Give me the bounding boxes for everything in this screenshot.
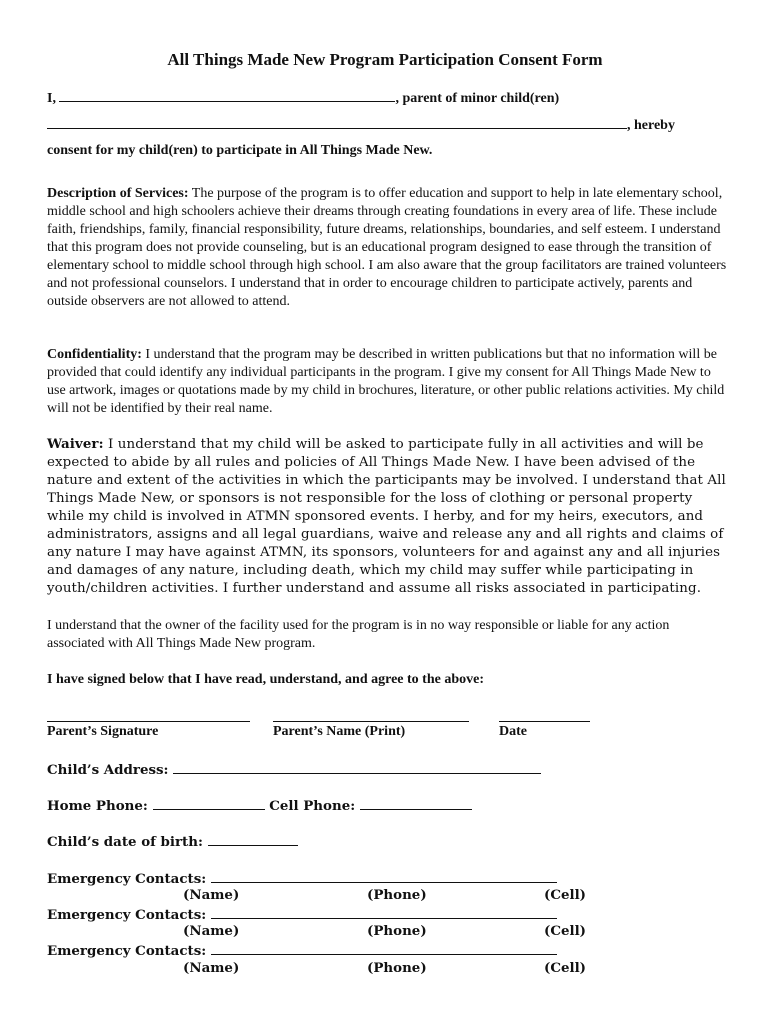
waiver-paragraph [47,435,727,598]
dob-label: Child’s date of birth: [47,834,203,850]
intro-line-1 [47,88,559,108]
date-line[interactable] [499,721,590,722]
emergency-label-2: Emergency Contacts: [47,907,207,923]
cell-phone-blank[interactable] [360,796,472,810]
name-caption-2: (Name) [183,923,240,939]
description-paragraph [47,185,727,311]
form-title: All Things Made New Program Participation Consent Form [167,50,603,69]
phone-caption-1: (Phone) [367,887,427,903]
parent-signature-label: Parent’s Signature [47,724,159,739]
emergency-label-3: Emergency Contacts: [47,943,207,959]
waiver-label: Waiver: [47,436,104,452]
facility-paragraph: I understand that the owner of the facility used for the program is in no way responsible or liable for any action associated with All Things Made New program. [47,618,670,651]
emergency-contact-row-3 [47,941,557,959]
parent-signature-line[interactable] [47,721,250,722]
confidentiality-label: Confidentiality: [47,347,142,362]
parent-name-label: Parent’s Name (Print) [273,724,406,739]
intro-prefix: I, [47,91,56,106]
child-names-blank[interactable] [47,115,627,129]
name-caption-1: (Name) [183,887,240,903]
emergency-contact-blank-2[interactable] [211,905,557,919]
intro-suffix-2: , hereby [627,118,675,133]
child-address-row [47,760,541,778]
emergency-label-1: Emergency Contacts: [47,871,207,887]
confidentiality-paragraph [47,346,727,418]
child-address-label: Child’s Address: [47,762,169,778]
emergency-contact-blank-1[interactable] [211,869,557,883]
dob-row [47,832,298,850]
emergency-contact-row-2 [47,905,557,923]
parent-name-blank[interactable] [59,88,395,102]
name-caption-3: (Name) [183,960,240,976]
cell-caption-3: (Cell) [544,960,587,976]
phone-row [47,796,472,814]
intro-line-3: consent for my child(ren) to participate in All Things Made New. [47,143,433,158]
home-phone-blank[interactable] [153,796,265,810]
parent-name-line[interactable] [273,721,469,722]
confidentiality-text: I understand that the program may be described in written publications but that no information will be provided that could identify any individual participants in the program. I give my consent for All Things Made New to use artwork, images or quotations made by my child in brochures, literature, or other public relations activities. My child will not be identified by their real name. [47,347,725,416]
phone-caption-3: (Phone) [367,960,427,976]
child-address-blank[interactable] [173,760,541,774]
cell-caption-2: (Cell) [544,923,587,939]
agree-statement: I have signed below that I have read, understand, and agree to the above: [47,672,485,687]
home-phone-label: Home Phone: [47,798,148,814]
dob-blank[interactable] [208,832,298,846]
phone-caption-2: (Phone) [367,923,427,939]
emergency-contact-row-1 [47,869,557,887]
intro-line-2 [47,115,675,135]
description-label: Description of Services: [47,186,189,201]
waiver-text: I understand that my child will be asked to participate fully in all activities and will be expected to abide by all rules and policies of All Things Made New. I have been advised of the nature and extent of the activities in which the participants may be involved. I understand that All Things Made New, or sponsors is not responsible for the loss of clothing or personal property while my child is involved in ATMN sponsored events. I herby, and for my heirs, executors, and administrators, assigns and all legal guardians, waive and release any and all rights and claims of any nature I may have against ATMN, its sponsors, volunteers for and against any and all injuries and damages of any nature, including death, which my child may suffer while participating in youth/children activities. I further understand and assume all risks associated in participating. [47,437,726,596]
emergency-contact-blank-3[interactable] [211,941,557,955]
cell-caption-1: (Cell) [544,887,587,903]
intro-suffix-1: , parent of minor child(ren) [395,91,560,106]
description-text: The purpose of the program is to offer education and support to help in late elementary school, middle school and high schoolers achieve their dreams through creating foundations in every area of life. These include faith, friendships, family, financial responsibility, future dreams, relationships, boundaries, and self esteem. I understand that this program does not provide counseling, but is an educational program designed to ease through the transition of elementary school to middle school through high school. I am also aware that the group facilitators are trained volunteers and not professional counselors. I understand that in order to encourage children to participate actively, parents and outside observers are not allowed to attend. [47,186,727,309]
cell-phone-label: Cell Phone: [269,798,356,814]
date-label: Date [499,724,527,739]
